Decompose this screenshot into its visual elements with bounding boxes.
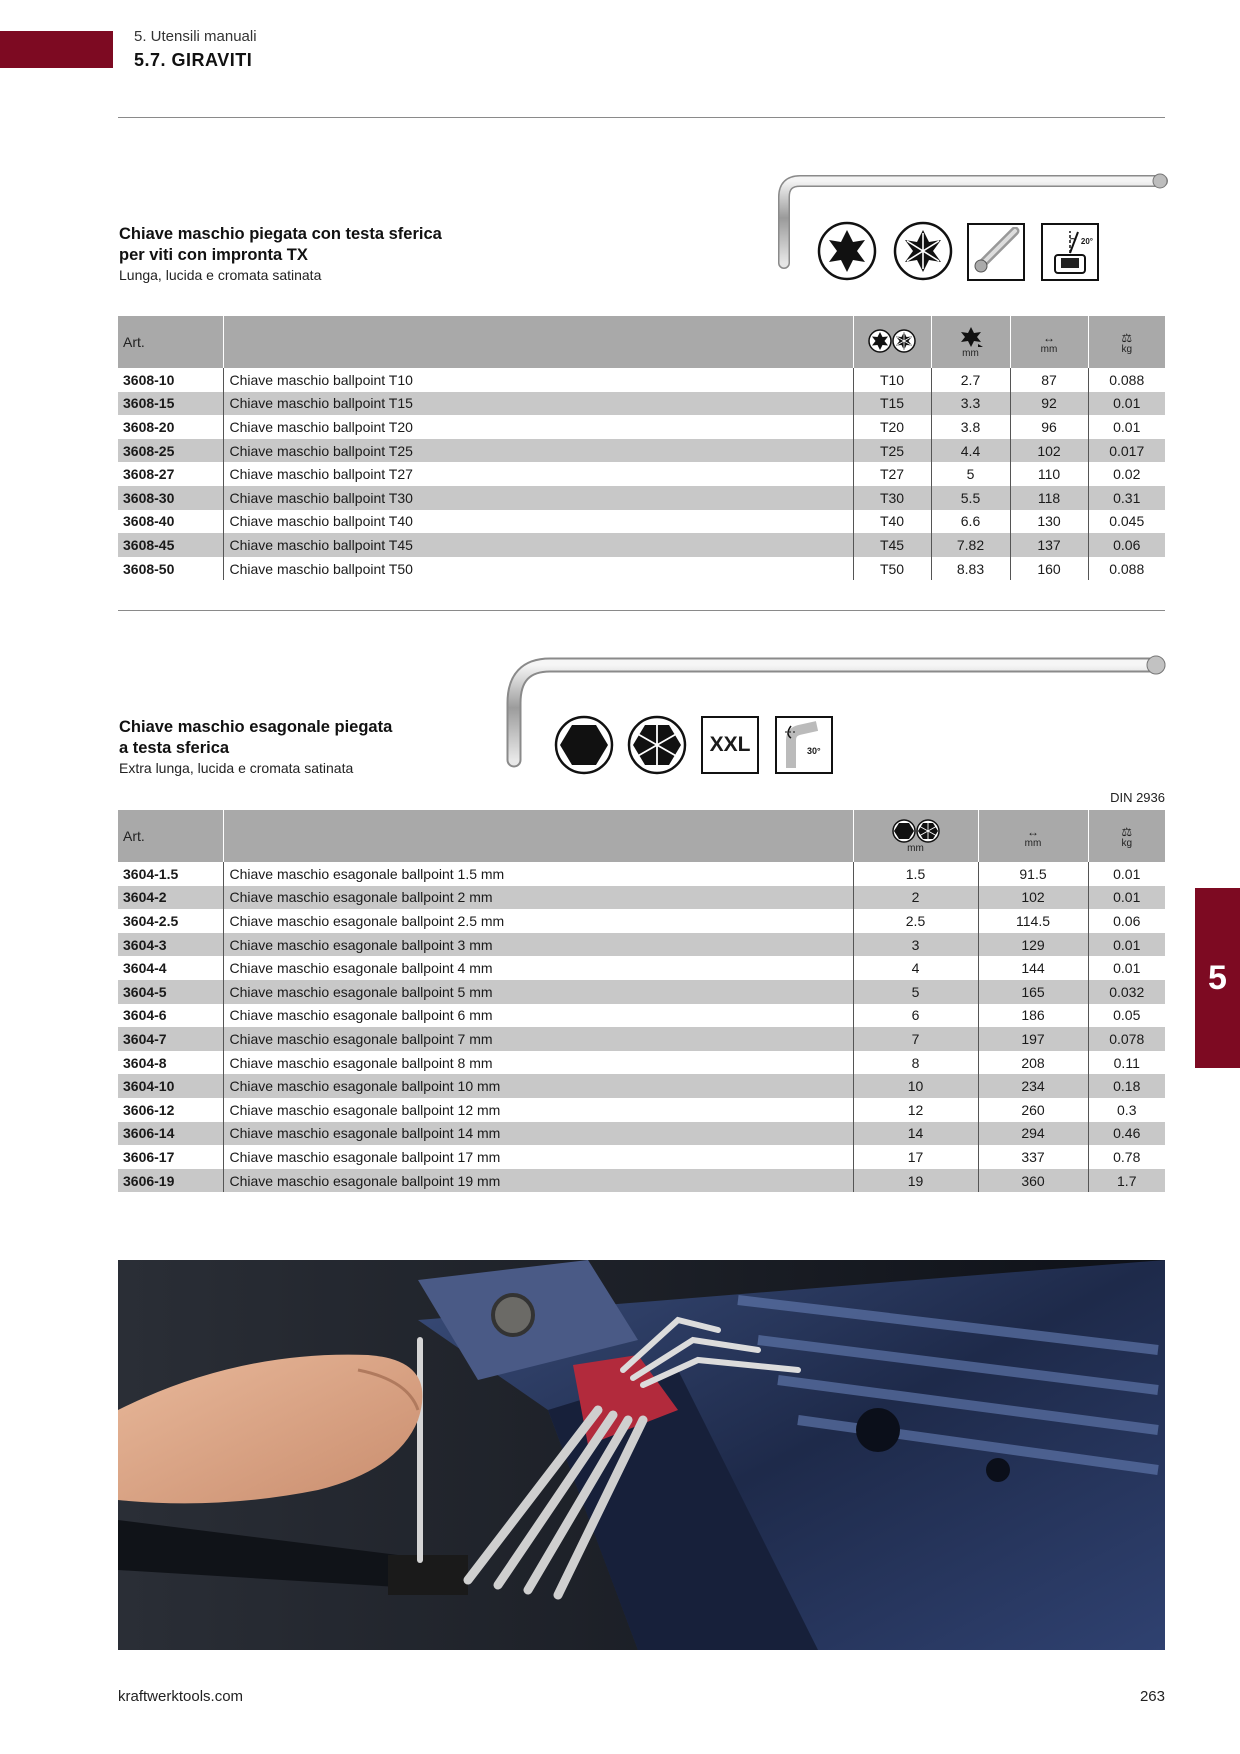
xxl-badge-icon bbox=[701, 716, 759, 774]
torx-size: T40 bbox=[853, 510, 931, 534]
length: 118 bbox=[1010, 486, 1088, 510]
length-arrow-icon: ↔ bbox=[1042, 331, 1055, 345]
diameter: 5 bbox=[931, 462, 1010, 486]
article-number: 3608-30 bbox=[118, 486, 223, 510]
angle-30-icon bbox=[775, 716, 833, 774]
table-row bbox=[118, 557, 1165, 581]
description: Chiave maschio esagonale ballpoint 12 mm bbox=[223, 1098, 853, 1122]
description: Chiave maschio esagonale ballpoint 6 mm bbox=[223, 1004, 853, 1028]
table-row bbox=[118, 1169, 1165, 1193]
weight-scale-icon: ⚖ bbox=[1121, 825, 1133, 839]
description: Chiave maschio ballpoint T45 bbox=[223, 533, 853, 557]
article-number: 3608-20 bbox=[123, 418, 175, 435]
torx-profile-icon bbox=[817, 221, 877, 281]
hex-size: 4 bbox=[853, 956, 978, 980]
workshop-photo bbox=[118, 1260, 1165, 1650]
torx-size: T27 bbox=[853, 462, 931, 486]
hex-profile-icon bbox=[554, 715, 614, 775]
length: 197 bbox=[978, 1027, 1088, 1051]
weight: 0.01 bbox=[1088, 415, 1165, 439]
weight: 0.18 bbox=[1088, 1074, 1165, 1098]
col-diameter-header bbox=[931, 316, 1010, 368]
table-row bbox=[118, 1051, 1165, 1075]
article-number: 3604-5 bbox=[118, 980, 223, 1004]
description: Chiave maschio esagonale ballpoint 10 mm bbox=[223, 1074, 853, 1098]
length: 144 bbox=[978, 956, 1088, 980]
description: Chiave maschio esagonale ballpoint 1.5 mm bbox=[223, 862, 853, 886]
hex-size: 2 bbox=[853, 886, 978, 910]
article-number: 3604-7 bbox=[118, 1027, 223, 1051]
description: Chiave maschio ballpoint T25 bbox=[223, 439, 853, 463]
weight: 0.46 bbox=[1088, 1122, 1165, 1146]
product2-table-header bbox=[118, 810, 1165, 862]
table-row bbox=[118, 439, 1165, 463]
length: 102 bbox=[1010, 439, 1088, 463]
table-row bbox=[118, 980, 1165, 1004]
diameter: 3.8 bbox=[931, 415, 1010, 439]
article-number: 3608-10 bbox=[123, 371, 175, 388]
length: 114.5 bbox=[978, 909, 1088, 933]
diameter: 2.7 bbox=[931, 368, 1010, 392]
product2-table-wrapper bbox=[118, 810, 1165, 1192]
article-number: 3608-40 bbox=[123, 513, 175, 530]
length: 110 bbox=[1010, 462, 1088, 486]
article-number: 3606-17 bbox=[123, 1148, 175, 1165]
table-row bbox=[118, 1027, 1165, 1051]
description: Chiave maschio esagonale ballpoint 17 mm bbox=[223, 1145, 853, 1169]
table-row bbox=[118, 956, 1165, 980]
length: 165 bbox=[978, 980, 1088, 1004]
chapter-side-tab-label: 5 bbox=[1208, 958, 1227, 997]
description: Chiave maschio esagonale ballpoint 3 mm bbox=[223, 933, 853, 957]
description: Chiave maschio esagonale ballpoint 5 mm bbox=[223, 980, 853, 1004]
col-diameter-unit: mm bbox=[962, 347, 979, 359]
length: 360 bbox=[978, 1169, 1088, 1193]
angle-30-label: 30° bbox=[807, 746, 821, 756]
table-row bbox=[118, 862, 1165, 886]
product1-table-header bbox=[118, 316, 1165, 368]
product1-table-wrapper bbox=[118, 316, 1165, 580]
description: Chiave maschio ballpoint T15 bbox=[223, 392, 853, 416]
length: 102 bbox=[978, 886, 1088, 910]
col-art-header: Art. bbox=[118, 316, 223, 368]
hex-size: 8 bbox=[853, 1051, 978, 1075]
torx-ball-profile-icon bbox=[893, 221, 953, 281]
weight: 0.078 bbox=[1088, 1027, 1165, 1051]
table-row bbox=[118, 462, 1165, 486]
angle-20-icon bbox=[1041, 223, 1099, 281]
weight: 0.01 bbox=[1088, 933, 1165, 957]
table-row bbox=[118, 1074, 1165, 1098]
length: 137 bbox=[1010, 533, 1088, 557]
description: Chiave maschio esagonale ballpoint 2 mm bbox=[223, 886, 853, 910]
col-weight-unit: kg bbox=[1121, 344, 1133, 355]
table-row bbox=[118, 415, 1165, 439]
length: 337 bbox=[978, 1145, 1088, 1169]
torx-size: T20 bbox=[853, 415, 931, 439]
weight: 0.11 bbox=[1088, 1051, 1165, 1075]
hex-size: 1.5 bbox=[853, 862, 978, 886]
weight-scale-icon: ⚖ bbox=[1121, 331, 1133, 345]
diameter: 4.4 bbox=[931, 439, 1010, 463]
torx-size: T45 bbox=[853, 533, 931, 557]
length: 129 bbox=[978, 933, 1088, 957]
article-number: 3608-15 bbox=[118, 392, 223, 416]
weight: 0.06 bbox=[1088, 533, 1165, 557]
header-divider bbox=[118, 117, 1165, 118]
angle-20-label: 20° bbox=[1080, 237, 1093, 246]
description: Chiave maschio ballpoint T30 bbox=[223, 486, 853, 510]
xxl-badge-label: XXL bbox=[709, 733, 751, 756]
description: Chiave maschio ballpoint T27 bbox=[223, 462, 853, 486]
product1-table bbox=[118, 316, 1165, 580]
article-number: 3606-14 bbox=[118, 1122, 223, 1146]
hex-size: 17 bbox=[853, 1145, 978, 1169]
hex-size: 3 bbox=[853, 933, 978, 957]
hex-size: 2.5 bbox=[853, 909, 978, 933]
description: Chiave maschio ballpoint T10 bbox=[223, 368, 853, 392]
product1-subtitle: Lunga, lucida e cromata satinata bbox=[119, 267, 322, 283]
hex-size: 12 bbox=[853, 1098, 978, 1122]
article-number: 3608-25 bbox=[118, 439, 223, 463]
diameter: 3.3 bbox=[931, 392, 1010, 416]
length: 96 bbox=[1010, 415, 1088, 439]
table-row bbox=[118, 1098, 1165, 1122]
table-row bbox=[118, 510, 1165, 534]
hex-ball-profile-icon bbox=[627, 715, 687, 775]
torx-size: T10 bbox=[853, 368, 931, 392]
table-row bbox=[118, 392, 1165, 416]
hex-size: 7 bbox=[853, 1027, 978, 1051]
weight: 0.31 bbox=[1088, 486, 1165, 510]
col-size-header bbox=[853, 810, 978, 862]
length: 87 bbox=[1010, 368, 1088, 392]
col-desc-header bbox=[223, 810, 853, 862]
article-number: 3604-3 bbox=[118, 933, 223, 957]
length: 294 bbox=[978, 1122, 1088, 1146]
hex-size: 19 bbox=[853, 1169, 978, 1193]
weight: 0.3 bbox=[1088, 1098, 1165, 1122]
col-length-unit: mm bbox=[1040, 344, 1058, 355]
weight: 0.01 bbox=[1088, 862, 1165, 886]
col-size-unit: mm bbox=[907, 842, 924, 854]
table-row bbox=[118, 533, 1165, 557]
hex-size: 5 bbox=[853, 980, 978, 1004]
col-weight-header bbox=[1088, 316, 1165, 368]
weight: 1.7 bbox=[1088, 1169, 1165, 1193]
hex-size: 6 bbox=[853, 1004, 978, 1028]
length: 208 bbox=[978, 1051, 1088, 1075]
description: Chiave maschio esagonale ballpoint 14 mm bbox=[223, 1122, 853, 1146]
col-art-header: Art. bbox=[118, 810, 223, 862]
weight: 0.045 bbox=[1088, 510, 1165, 534]
torx-diameter-icon bbox=[958, 326, 984, 348]
length: 186 bbox=[978, 1004, 1088, 1028]
length-arrow-icon: ↔ bbox=[1026, 825, 1039, 839]
description: Chiave maschio esagonale ballpoint 19 mm bbox=[223, 1169, 853, 1193]
torx-size: T15 bbox=[853, 392, 931, 416]
description: Chiave maschio esagonale ballpoint 7 mm bbox=[223, 1027, 853, 1051]
footer-page-number: 263 bbox=[1139, 1688, 1165, 1705]
description: Chiave maschio esagonale ballpoint 8 mm bbox=[223, 1051, 853, 1075]
length: 130 bbox=[1010, 510, 1088, 534]
length: 92 bbox=[1010, 392, 1088, 416]
col-weight-header bbox=[1088, 810, 1165, 862]
page-title: 5.7. GIRAVITI bbox=[134, 50, 253, 70]
article-number: 3604-6 bbox=[123, 1007, 167, 1024]
diameter: 8.83 bbox=[931, 557, 1010, 581]
col-length-header bbox=[1010, 316, 1088, 368]
length: 160 bbox=[1010, 557, 1088, 581]
table-row bbox=[118, 368, 1165, 392]
article-number: 3608-50 bbox=[123, 560, 175, 577]
col-desc-header bbox=[223, 316, 853, 368]
table-row bbox=[118, 1122, 1165, 1146]
description: Chiave maschio esagonale ballpoint 4 mm bbox=[223, 956, 853, 980]
description: Chiave maschio ballpoint T50 bbox=[223, 557, 853, 581]
article-number: 3606-19 bbox=[118, 1169, 223, 1193]
product2-subtitle: Extra lunga, lucida e cromata satinata bbox=[119, 760, 354, 776]
article-number: 3606-12 bbox=[123, 1101, 175, 1118]
hex-size-icon bbox=[892, 819, 940, 843]
weight: 0.01 bbox=[1088, 956, 1165, 980]
product2-title: Chiave maschio esagonale piegata a testa sferica bbox=[119, 718, 393, 757]
description: Chiave maschio ballpoint T20 bbox=[223, 415, 853, 439]
article-number: 3608-27 bbox=[123, 466, 175, 483]
description: Chiave maschio ballpoint T40 bbox=[223, 510, 853, 534]
article-number: 3604-8 bbox=[123, 1054, 167, 1071]
article-number: 3604-2.5 bbox=[123, 912, 179, 929]
weight: 0.78 bbox=[1088, 1145, 1165, 1169]
diameter: 6.6 bbox=[931, 510, 1010, 534]
length: 260 bbox=[978, 1098, 1088, 1122]
length: 234 bbox=[978, 1074, 1088, 1098]
chapter-label: 5. Utensili manuali bbox=[134, 28, 257, 45]
length: 91.5 bbox=[978, 862, 1088, 886]
col-size-header bbox=[853, 316, 931, 368]
table-row bbox=[118, 933, 1165, 957]
hex-size: 14 bbox=[853, 1122, 978, 1146]
hex-size: 10 bbox=[853, 1074, 978, 1098]
weight: 0.017 bbox=[1088, 439, 1165, 463]
product1-title: Chiave maschio piegata con testa sferica per viti con impronta TX bbox=[119, 225, 442, 264]
table-row bbox=[118, 909, 1165, 933]
torx-size: T25 bbox=[853, 439, 931, 463]
weight: 0.032 bbox=[1088, 980, 1165, 1004]
weight: 0.01 bbox=[1088, 392, 1165, 416]
weight: 0.02 bbox=[1088, 462, 1165, 486]
description: Chiave maschio esagonale ballpoint 2.5 mm bbox=[223, 909, 853, 933]
article-number: 3604-4 bbox=[123, 960, 167, 977]
ball-end-icon bbox=[967, 223, 1025, 281]
torx-size: T50 bbox=[853, 557, 931, 581]
article-number: 3604-2 bbox=[118, 886, 223, 910]
diameter: 7.82 bbox=[931, 533, 1010, 557]
weight: 0.088 bbox=[1088, 557, 1165, 581]
weight: 0.05 bbox=[1088, 1004, 1165, 1028]
weight: 0.088 bbox=[1088, 368, 1165, 392]
article-number: 3608-45 bbox=[118, 533, 223, 557]
col-length-header bbox=[978, 810, 1088, 862]
din-norm-label: DIN 2936 bbox=[1110, 790, 1165, 805]
torx-size-icon bbox=[868, 329, 916, 353]
article-number: 3604-1.5 bbox=[123, 865, 179, 882]
section-divider bbox=[118, 610, 1165, 611]
product2-table bbox=[118, 810, 1165, 1192]
diameter: 5.5 bbox=[931, 486, 1010, 510]
chapter-side-tab bbox=[1195, 888, 1240, 1068]
header-color-bar bbox=[0, 31, 113, 68]
article-number: 3604-10 bbox=[118, 1074, 223, 1098]
table-row bbox=[118, 1145, 1165, 1169]
weight: 0.01 bbox=[1088, 886, 1165, 910]
col-weight-unit: kg bbox=[1121, 838, 1133, 849]
torx-size: T30 bbox=[853, 486, 931, 510]
table-row bbox=[118, 886, 1165, 910]
weight: 0.06 bbox=[1088, 909, 1165, 933]
table-row bbox=[118, 1004, 1165, 1028]
footer-website: kraftwerktools.com bbox=[118, 1688, 244, 1705]
table-row bbox=[118, 486, 1165, 510]
col-length-unit: mm bbox=[1024, 838, 1042, 849]
